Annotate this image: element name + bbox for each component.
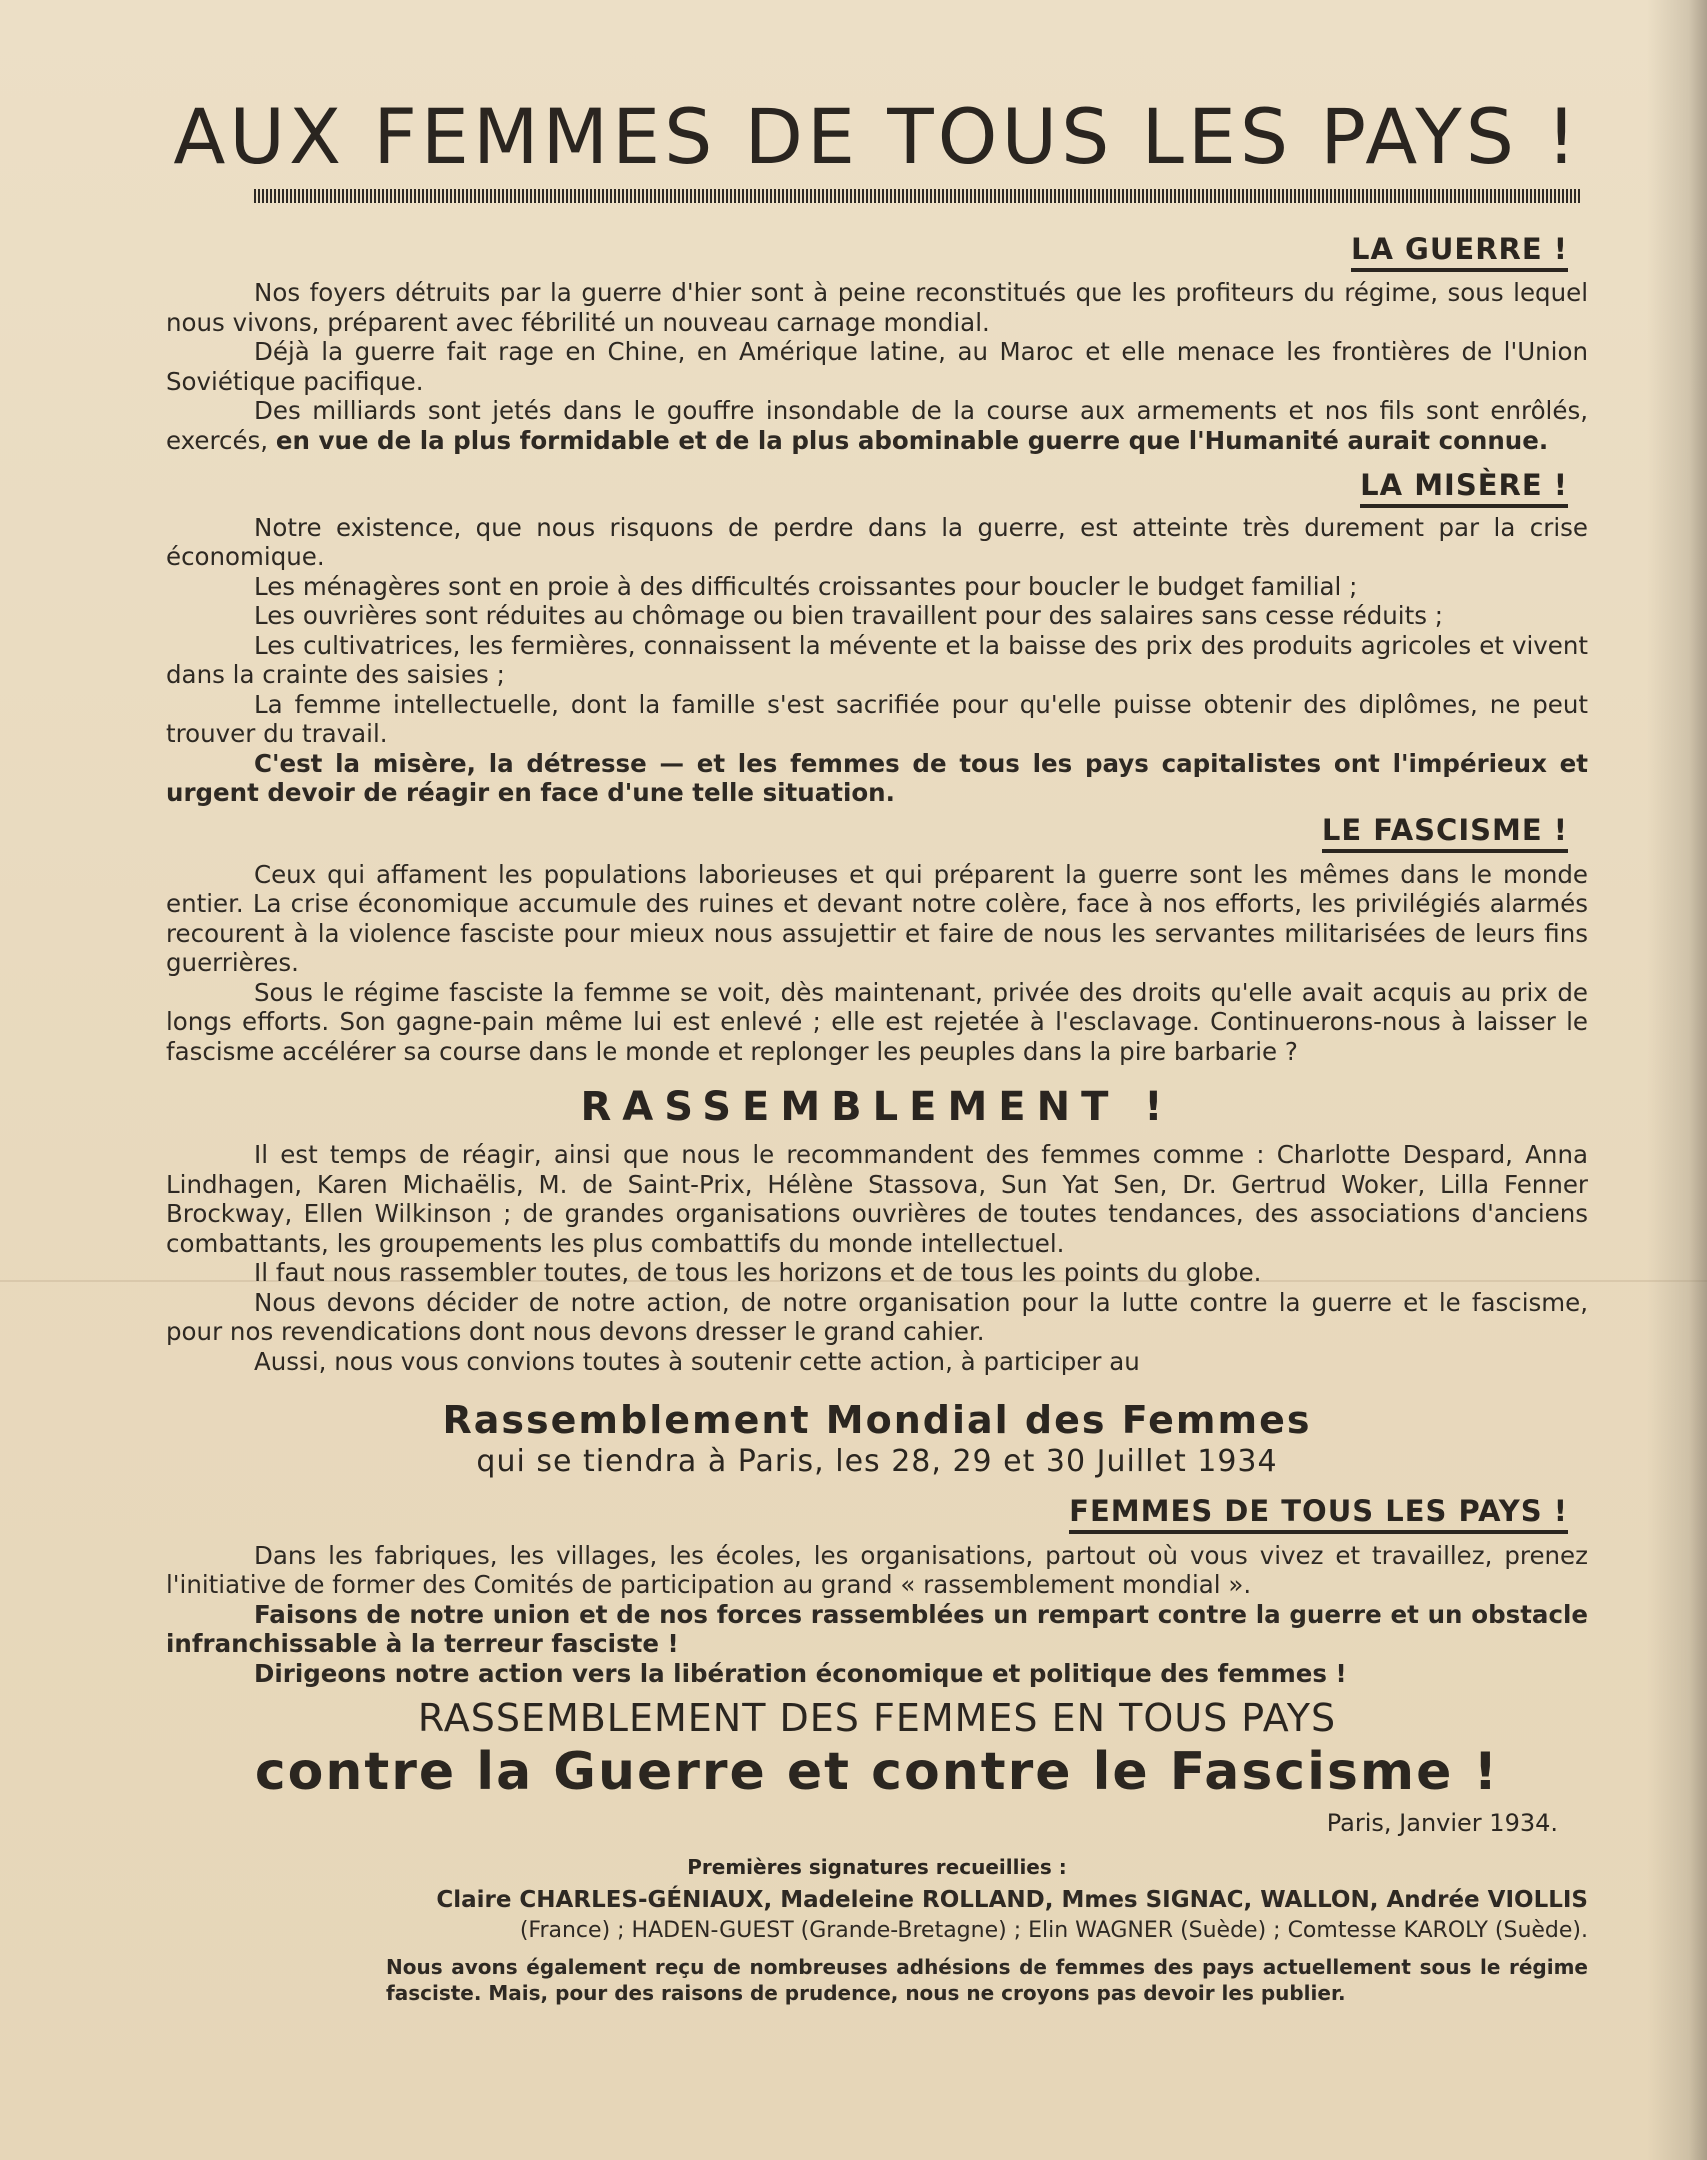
fascisme-paragraph-2: Sous le régime fasciste la femme se voit, dès maintenant, privée des droits qu'elle avait acquis au prix de longs efforts. Son gagne-pain même lui est enlevé ; elle est rejetée à l'esclavage. Continuerons-nous à laisser le fascisme accélérer sa course dans le monde et replonger les peuples dans la pire barbarie ? bbox=[166, 977, 1588, 1066]
heading-le-fascisme: LE FASCISME ! bbox=[166, 812, 1588, 850]
misere-paragraph-4: Les cultivatrices, les fermières, connaissent la mévente et la baisse des prix des produits agricoles et vivent dans la crainte des saisies ; bbox=[166, 630, 1588, 690]
rassemblement-paragraph-4: Aussi, nous vous convions toutes à soutenir cette action, à participer au bbox=[254, 1346, 1140, 1376]
signatures-title: Premières signatures recueillies : bbox=[687, 1855, 1067, 1880]
signatures-line-2: (France) ; HADEN-GUEST (Grande-Bretagne) ; Elin WAGNER (Suède) ; Comtesse KAROLY (Suède). bbox=[519, 1918, 1588, 1944]
misere-paragraph-5: La femme intellectuelle, dont la famille s'est sacrifiée pour qu'elle puisse obtenir des diplômes, ne peut trouver du travail. bbox=[166, 689, 1588, 749]
heading-la-misere: LA MISÈRE ! bbox=[166, 467, 1588, 505]
misere-paragraph-2: Les ménagères sont en proie à des difficultés croissantes pour boucler le budget familial ; bbox=[254, 571, 1358, 601]
rassemblement-paragraph-1: Il est temps de réagir, ainsi que nous le recommandent des femmes comme : Charlotte Despard, Anna Lindhagen, Karen Michaëlis, M. de Saint-Prix, Hélène Stassova, Sun Yat Sen, Dr. Gertrud Woker, Lilla Fenner Brockway, Ellen Wilkinson ; de grandes organisations ouvrières de toutes tendances, des associations d'anciens combattants, les groupements les plus combattifs du monde intellectuel. bbox=[166, 1140, 1588, 1258]
misere-paragraph-1: Notre existence, que nous risquons de perdre dans la guerre, est atteinte très durement par la crise économique. bbox=[166, 512, 1588, 572]
guerre-paragraph-1: Nos foyers détruits par la guerre d'hier sont à peine reconstitués que les profiteurs du régime, sous lequel nous vivons, préparent avec fébrilité un nouveau carnage mondial. bbox=[166, 278, 1588, 337]
paper-edge-shadow bbox=[1647, 0, 1707, 2160]
signatures-line-1: Claire CHARLES-GÉNIAUX, Madeleine ROLLAND, Mmes SIGNAC, WALLON, Andrée VIOLLIS bbox=[436, 1887, 1588, 1914]
femmes-paragraph-2: Faisons de notre union et de nos forces rassemblées un rempart contre la guerre et un obstacle infranchissable à la terreur fasciste ! bbox=[166, 1599, 1588, 1659]
title-rule bbox=[254, 189, 1580, 203]
heading-la-guerre: LA GUERRE ! bbox=[166, 231, 1588, 269]
guerre-paragraph-3: Des milliards sont jetés dans le gouffre insondable de la course aux armements et nos fils sont enrôlés, exercés, en vue de la plus formidable et de la plus abominable guerre que l'Humanité aurait connue. bbox=[166, 396, 1588, 455]
signatures-note: Nous avons également reçu de nombreuses adhésions de femmes des pays actuellement sous le régime fasciste. Mais, pour des raisons de prudence, nous ne croyons pas devoir les publier. bbox=[386, 1955, 1588, 2006]
page-title: AUX FEMMES DE TOUS LES PAYS ! bbox=[173, 92, 1581, 181]
rassemblement-paragraph-3: Nous devons décider de notre action, de notre organisation pour la lutte contre la guerre et le fascisme, pour nos revendications dont nous devons dresser le grand cahier. bbox=[166, 1287, 1588, 1347]
guerre-paragraph-2: Déjà la guerre fait rage en Chine, en Amérique latine, au Maroc et elle menace les frontières de l'Union Soviétique pacifique. bbox=[166, 337, 1588, 396]
event-name: Rassemblement Mondial des Femmes bbox=[442, 1398, 1312, 1443]
femmes-paragraph-3: Dirigeons notre action vers la libération économique et politique des femmes ! bbox=[254, 1658, 1347, 1688]
fascisme-paragraph-1: Ceux qui affament les populations laborieuses et qui préparent la guerre sont les mêmes dans le monde entier. La crise économique accumule des ruines et devant notre colère, face à nos efforts, les privilégiés alarmés recourent à la violence fasciste pour mieux nous assujettir et faire de nous les servantes militarisées de leurs fins guerrières. bbox=[166, 859, 1588, 978]
event-dates: qui se tiendra à Paris, les 28, 29 et 30 Juillet 1934 bbox=[476, 1444, 1278, 1480]
closing-line-1: RASSEMBLEMENT DES FEMMES EN TOUS PAYS bbox=[417, 1696, 1337, 1741]
heading-femmes-de-tous-les-pays: FEMMES DE TOUS LES PAYS ! bbox=[166, 1493, 1588, 1531]
guerre-emphasis: en vue de la plus formidable et de la plus abominable guerre que l'Humanité aurait connue. bbox=[275, 425, 1549, 455]
closing-line-2: contre la Guerre et contre le Fascisme ! bbox=[254, 1742, 1500, 1803]
femmes-paragraph-1: Dans les fabriques, les villages, les écoles, les organisations, partout où vous vivez et travaillez, prenez l'initiative de former des Comités de participation au grand « rassemblement mondial ». bbox=[166, 1540, 1588, 1600]
leaflet-content bbox=[166, 92, 1588, 2006]
rassemblement-paragraph-2: Il faut nous rassembler toutes, de tous les horizons et de tous les points du globe. bbox=[254, 1258, 1262, 1288]
misere-paragraph-3: Les ouvrières sont réduites au chômage ou bien travaillent pour des salaires sans cesse réduits ; bbox=[254, 601, 1444, 631]
misere-paragraph-6: C'est la misère, la détresse — et les femmes de tous les pays capitalistes ont l'impérieux et urgent devoir de réagir en face d'une telle situation. bbox=[166, 748, 1588, 808]
place-date: Paris, Janvier 1934. bbox=[1326, 1809, 1558, 1838]
heading-rassemblement: RASSEMBLEMENT ! bbox=[580, 1084, 1174, 1131]
